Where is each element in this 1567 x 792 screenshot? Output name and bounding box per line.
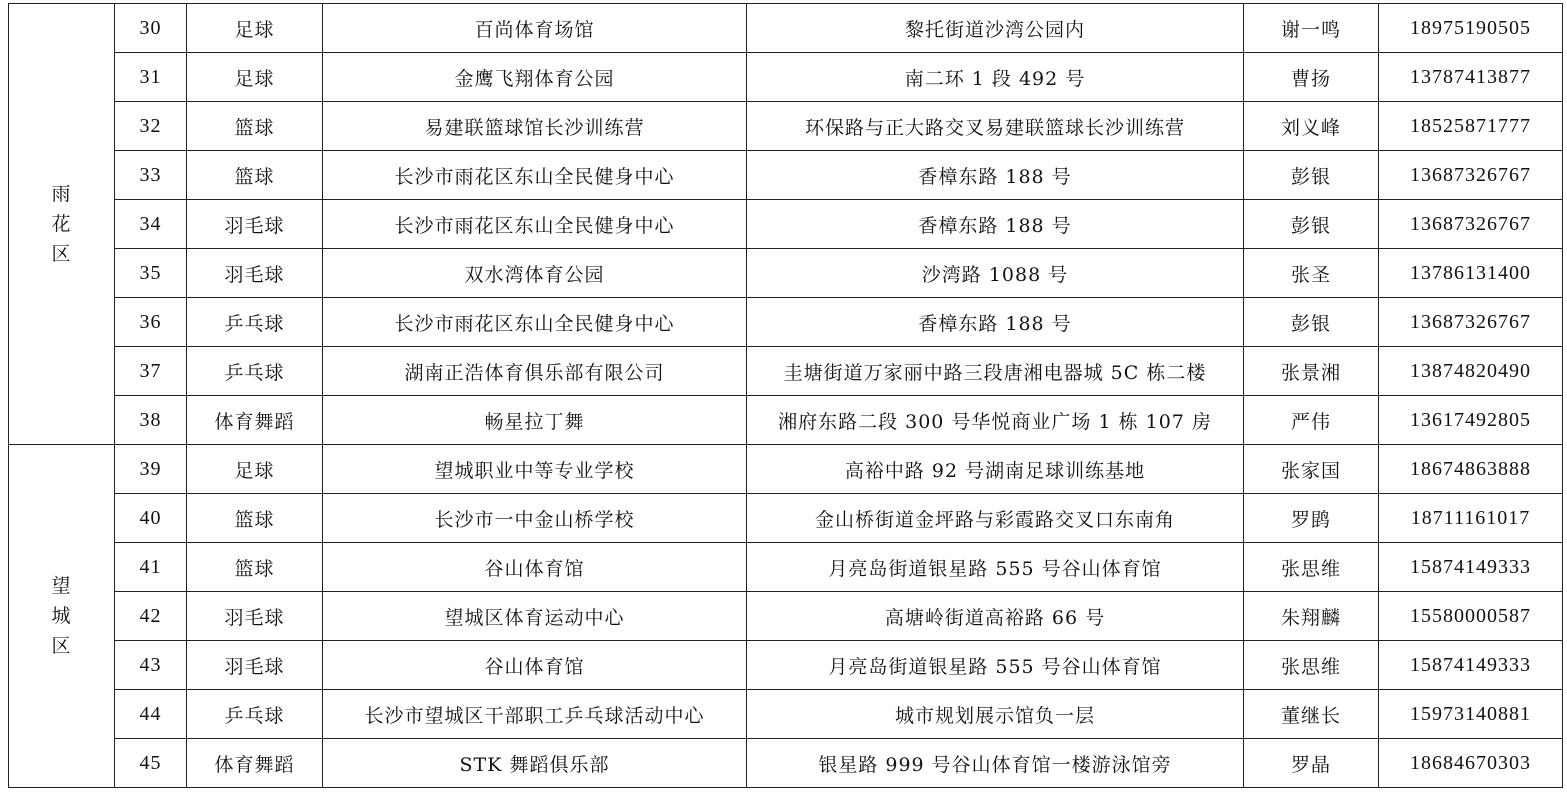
phone-cell: 18684670303	[1379, 739, 1563, 788]
phone-cell: 13617492805	[1379, 396, 1563, 445]
address-cell: 南二环 1 段 492 号	[747, 53, 1244, 102]
sport-cell: 羽毛球	[187, 592, 323, 641]
row-number: 39	[115, 445, 187, 494]
phone-cell: 15973140881	[1379, 690, 1563, 739]
venue-cell: 长沙市雨花区东山全民健身中心	[323, 151, 747, 200]
table-row	[9, 102, 1563, 151]
address-cell: 黎托街道沙湾公园内	[747, 4, 1244, 53]
venue-cell: 长沙市望城区干部职工乒乓球活动中心	[323, 690, 747, 739]
sport-cell: 足球	[187, 4, 323, 53]
address-cell: 香樟东路 188 号	[747, 200, 1244, 249]
table-row	[9, 739, 1563, 788]
address-cell: 高塘岭街道高裕路 66 号	[747, 592, 1244, 641]
row-number: 35	[115, 249, 187, 298]
table-row	[9, 249, 1563, 298]
venue-cell: 湖南正浩体育俱乐部有限公司	[323, 347, 747, 396]
district-char: 花	[51, 213, 72, 235]
address-cell: 沙湾路 1088 号	[747, 249, 1244, 298]
sport-cell: 体育舞蹈	[187, 739, 323, 788]
phone-cell: 18975190505	[1379, 4, 1563, 53]
address-cell: 月亮岛街道银星路 555 号谷山体育馆	[747, 543, 1244, 592]
row-number: 36	[115, 298, 187, 347]
row-number: 31	[115, 53, 187, 102]
sport-cell: 羽毛球	[187, 641, 323, 690]
table-row	[9, 200, 1563, 249]
phone-cell: 13787413877	[1379, 53, 1563, 102]
contact-cell: 张圣	[1244, 249, 1379, 298]
venue-cell: 双水湾体育公园	[323, 249, 747, 298]
sport-cell: 乒乓球	[187, 347, 323, 396]
table-row	[9, 53, 1563, 102]
contact-cell: 张景湘	[1244, 347, 1379, 396]
venue-cell: 易建联篮球馆长沙训练营	[323, 102, 747, 151]
contact-cell: 严伟	[1244, 396, 1379, 445]
venue-cell: 畅星拉丁舞	[323, 396, 747, 445]
address-cell: 月亮岛街道银星路 555 号谷山体育馆	[747, 641, 1244, 690]
district-char: 雨	[51, 183, 72, 205]
venue-cell: 长沙市雨花区东山全民健身中心	[323, 200, 747, 249]
contact-cell: 张思维	[1244, 641, 1379, 690]
phone-cell: 15580000587	[1379, 592, 1563, 641]
row-number: 34	[115, 200, 187, 249]
address-cell: 香樟东路 188 号	[747, 298, 1244, 347]
contact-cell: 曹扬	[1244, 53, 1379, 102]
row-number: 33	[115, 151, 187, 200]
contact-cell: 彭银	[1244, 298, 1379, 347]
venue-cell: 望城职业中等专业学校	[323, 445, 747, 494]
sport-cell: 篮球	[187, 151, 323, 200]
sport-cell: 羽毛球	[187, 249, 323, 298]
sport-cell: 足球	[187, 53, 323, 102]
address-cell: 城市规划展示馆负一层	[747, 690, 1244, 739]
contact-cell: 罗鹍	[1244, 494, 1379, 543]
venue-table	[8, 3, 1563, 788]
district-char: 区	[51, 243, 72, 265]
table-row	[9, 494, 1563, 543]
table-row	[9, 298, 1563, 347]
district-char: 望	[51, 575, 72, 597]
table-row	[9, 151, 1563, 200]
phone-cell: 15874149333	[1379, 543, 1563, 592]
contact-cell: 彭银	[1244, 151, 1379, 200]
table-row	[9, 4, 1563, 53]
phone-cell: 13687326767	[1379, 200, 1563, 249]
venue-cell: 金鹰飞翔体育公园	[323, 53, 747, 102]
district-cell	[9, 445, 115, 788]
table-row	[9, 592, 1563, 641]
venue-cell: 长沙市一中金山桥学校	[323, 494, 747, 543]
phone-cell: 13687326767	[1379, 151, 1563, 200]
contact-cell: 张家国	[1244, 445, 1379, 494]
address-cell: 银星路 999 号谷山体育馆一楼游泳馆旁	[747, 739, 1244, 788]
row-number: 30	[115, 4, 187, 53]
contact-cell: 彭银	[1244, 200, 1379, 249]
address-cell: 金山桥街道金坪路与彩霞路交叉口东南角	[747, 494, 1244, 543]
row-number: 45	[115, 739, 187, 788]
sport-cell: 体育舞蹈	[187, 396, 323, 445]
table-row	[9, 445, 1563, 494]
table-body	[9, 4, 1563, 788]
row-number: 40	[115, 494, 187, 543]
sport-cell: 篮球	[187, 102, 323, 151]
contact-cell: 朱翔麟	[1244, 592, 1379, 641]
venue-cell: 谷山体育馆	[323, 543, 747, 592]
sport-cell: 乒乓球	[187, 298, 323, 347]
venue-cell: 望城区体育运动中心	[323, 592, 747, 641]
table-row	[9, 396, 1563, 445]
contact-cell: 谢一鸣	[1244, 4, 1379, 53]
address-cell: 高裕中路 92 号湖南足球训练基地	[747, 445, 1244, 494]
venue-cell: STK 舞蹈俱乐部	[323, 739, 747, 788]
contact-cell: 刘义峰	[1244, 102, 1379, 151]
district-char: 区	[51, 635, 72, 657]
phone-cell: 13786131400	[1379, 249, 1563, 298]
contact-cell: 董继长	[1244, 690, 1379, 739]
sport-cell: 乒乓球	[187, 690, 323, 739]
venue-cell: 长沙市雨花区东山全民健身中心	[323, 298, 747, 347]
phone-cell: 18525871777	[1379, 102, 1563, 151]
phone-cell: 13874820490	[1379, 347, 1563, 396]
sport-cell: 羽毛球	[187, 200, 323, 249]
phone-cell: 18711161017	[1379, 494, 1563, 543]
row-number: 41	[115, 543, 187, 592]
row-number: 38	[115, 396, 187, 445]
phone-cell: 18674863888	[1379, 445, 1563, 494]
row-number: 44	[115, 690, 187, 739]
address-cell: 环保路与正大路交叉易建联篮球长沙训练营	[747, 102, 1244, 151]
address-cell: 香樟东路 188 号	[747, 151, 1244, 200]
table-row	[9, 347, 1563, 396]
sport-cell: 篮球	[187, 543, 323, 592]
venue-cell: 谷山体育馆	[323, 641, 747, 690]
address-cell: 圭塘街道万家丽中路三段唐湘电器城 5C 栋二楼	[747, 347, 1244, 396]
sport-cell: 足球	[187, 445, 323, 494]
district-char: 城	[51, 605, 72, 627]
phone-cell: 13687326767	[1379, 298, 1563, 347]
sport-cell: 篮球	[187, 494, 323, 543]
contact-cell: 罗晶	[1244, 739, 1379, 788]
row-number: 43	[115, 641, 187, 690]
district-cell	[9, 4, 115, 445]
table-row	[9, 641, 1563, 690]
venue-cell: 百尚体育场馆	[323, 4, 747, 53]
phone-cell: 15874149333	[1379, 641, 1563, 690]
row-number: 32	[115, 102, 187, 151]
address-cell: 湘府东路二段 300 号华悦商业广场 1 栋 107 房	[747, 396, 1244, 445]
row-number: 42	[115, 592, 187, 641]
table-row	[9, 690, 1563, 739]
contact-cell: 张思维	[1244, 543, 1379, 592]
table-row	[9, 543, 1563, 592]
row-number: 37	[115, 347, 187, 396]
